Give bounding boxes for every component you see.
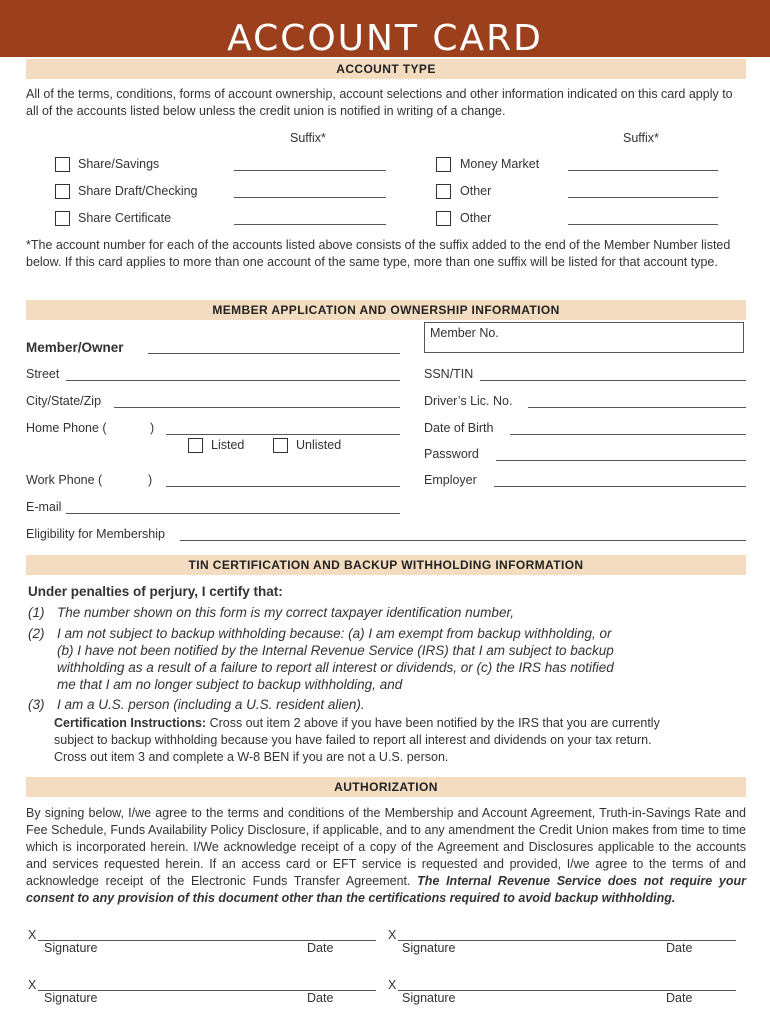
tin-item2-line1: I am not subject to backup withholding because: (a) I am exempt from backup withholding, or: [57, 626, 612, 641]
unlisted-label: Unlisted: [296, 438, 342, 452]
money-market-checkbox[interactable]: [436, 157, 451, 172]
signature-2-label: Signature: [402, 941, 456, 955]
work-phone-line[interactable]: [166, 486, 400, 487]
suffix-label-left: Suffix*: [290, 131, 326, 145]
member-no-label: Member No.: [430, 326, 499, 340]
tin-lead: Under penalties of perjury, I certify that:: [28, 584, 283, 599]
tin-item2-num: (2): [28, 626, 45, 641]
employer-label: Employer: [424, 473, 477, 487]
money-market-label: Money Market: [460, 157, 540, 171]
other-2-checkbox[interactable]: [436, 211, 451, 226]
home-phone-paren: ): [150, 421, 155, 435]
signature-1-label: Signature: [44, 941, 98, 955]
signature-1-x: X: [28, 928, 37, 942]
tin-item2-line3: withholding as a result of a failure to report all interest or dividends, or (c) the IRS has notified: [57, 660, 614, 675]
authorization-body: By signing below, I/we agree to the terms and conditions of the Membership and Account Agreement, Truth-in-Savings Rate and Fee Schedule, Funds Availability Policy Disclosure, if applicable, and to any amendment the Credit Union makes from time to time which is incorporated herein. I/We acknowledge receipt of a copy of the Agreement and Disclosures applicable to the accounts and services requested herein. If an access card or EFT service is requested and provided, I/we agree to the terms of and acknowledge receipt of the Electronic Funds Transfer Agreement.: [26, 806, 746, 888]
share-savings-suffix-line[interactable]: [234, 170, 386, 171]
member-owner-label: Member/Owner: [26, 340, 124, 355]
date-4-label: Date: [666, 991, 693, 1005]
cert-instructions-line1: [54, 716, 660, 730]
street-line[interactable]: [66, 380, 400, 381]
share-savings-checkbox[interactable]: [55, 157, 70, 172]
account-footnote: *The account number for each of the accounts listed above consists of the suffix added to the end of the Member Number listed below. If this card applies to more than one account of the same type, more than one suffix will be listed for that account type.: [26, 238, 731, 269]
work-phone-label: Work Phone (: [26, 473, 103, 487]
tin-item2-line2: (b) I have not been notified by the Internal Revenue Service (IRS) that I am subject to backup: [57, 643, 614, 658]
tin-item3: I am a U.S. person (including a U.S. resident alien).: [57, 697, 365, 712]
eligibility-line[interactable]: [180, 540, 746, 541]
email-label: E-mail: [26, 500, 62, 514]
city-line[interactable]: [114, 407, 400, 408]
signature-3-label: Signature: [44, 991, 98, 1005]
date-1-label: Date: [307, 941, 334, 955]
date-3-label: Date: [307, 991, 334, 1005]
employer-line[interactable]: [494, 486, 746, 487]
drivers-license-label: Driver’s Lic. No.: [424, 394, 513, 408]
authorization-heading: AUTHORIZATION: [26, 777, 746, 797]
share-certificate-label: Share Certificate: [78, 211, 172, 225]
cert-instructions-text: Cross out item 2 above if you have been notified by the IRS that you are currently: [206, 716, 660, 730]
other-1-checkbox[interactable]: [436, 184, 451, 199]
home-phone-line[interactable]: [166, 434, 400, 435]
page-title: ACCOUNT CARD: [227, 18, 543, 59]
listed-label: Listed: [211, 438, 245, 452]
street-label: Street: [26, 367, 60, 381]
cert-instructions-line3: Cross out item 3 and complete a W-8 BEN if you are not a U.S. person.: [54, 750, 449, 764]
share-savings-label: Share/Savings: [78, 157, 160, 171]
password-label: Password: [424, 447, 479, 461]
drivers-license-line[interactable]: [528, 407, 746, 408]
share-draft-checkbox[interactable]: [55, 184, 70, 199]
tin-item1-num: (1): [28, 605, 45, 620]
share-certificate-checkbox[interactable]: [55, 211, 70, 226]
ssn-label: SSN/TIN: [424, 367, 474, 381]
listed-checkbox[interactable]: [188, 438, 203, 453]
other-1-suffix-line[interactable]: [568, 197, 718, 198]
signature-3-x: X: [28, 978, 37, 992]
account-type-intro: All of the terms, conditions, forms of account ownership, account selections and other information indicated on this card apply to all of the accounts listed below unless the credit union is notified in writing of a change.: [26, 87, 733, 118]
tin-item3-num: (3): [28, 697, 45, 712]
cert-instructions-line2: subject to backup withholding because you have failed to report all interest and dividends on your tax return.: [54, 733, 652, 747]
share-draft-suffix-line[interactable]: [234, 197, 386, 198]
home-phone-label: Home Phone (: [26, 421, 107, 435]
password-line[interactable]: [496, 460, 746, 461]
share-draft-label: Share Draft/Checking: [78, 184, 198, 198]
other-1-label: Other: [460, 184, 492, 198]
date-2-label: Date: [666, 941, 693, 955]
suffix-label-right: Suffix*: [623, 131, 659, 145]
work-phone-paren: ): [148, 473, 153, 487]
irs-note: The Internal Revenue Service does not require your consent to any provision of this document other than the certifications required to avoid backup withholding.: [26, 874, 746, 905]
account-type-heading: ACCOUNT TYPE: [26, 59, 746, 79]
money-market-suffix-line[interactable]: [568, 170, 718, 171]
member-owner-line[interactable]: [148, 353, 400, 354]
signature-4-x: X: [388, 978, 397, 992]
authorization-text: [26, 805, 746, 907]
unlisted-checkbox[interactable]: [273, 438, 288, 453]
ssn-line[interactable]: [480, 380, 746, 381]
other-2-suffix-line[interactable]: [568, 224, 718, 225]
other-2-label: Other: [460, 211, 492, 225]
email-line[interactable]: [66, 513, 400, 514]
member-info-heading: MEMBER APPLICATION AND OWNERSHIP INFORMATION: [26, 300, 746, 320]
signature-2-x: X: [388, 928, 397, 942]
tin-item1: The number shown on this form is my correct taxpayer identification number,: [57, 605, 514, 620]
signature-4-label: Signature: [402, 991, 456, 1005]
tin-heading: TIN CERTIFICATION AND BACKUP WITHHOLDING INFORMATION: [26, 555, 746, 575]
share-certificate-suffix-line[interactable]: [234, 224, 386, 225]
eligibility-label: Eligibility for Membership: [26, 527, 165, 541]
tin-item2-line4: me that I am no longer subject to backup withholding, and: [57, 677, 403, 692]
cert-instructions-label: Certification Instructions:: [54, 716, 207, 730]
dob-line[interactable]: [510, 434, 746, 435]
city-label: City/State/Zip: [26, 394, 102, 408]
dob-label: Date of Birth: [424, 421, 494, 435]
